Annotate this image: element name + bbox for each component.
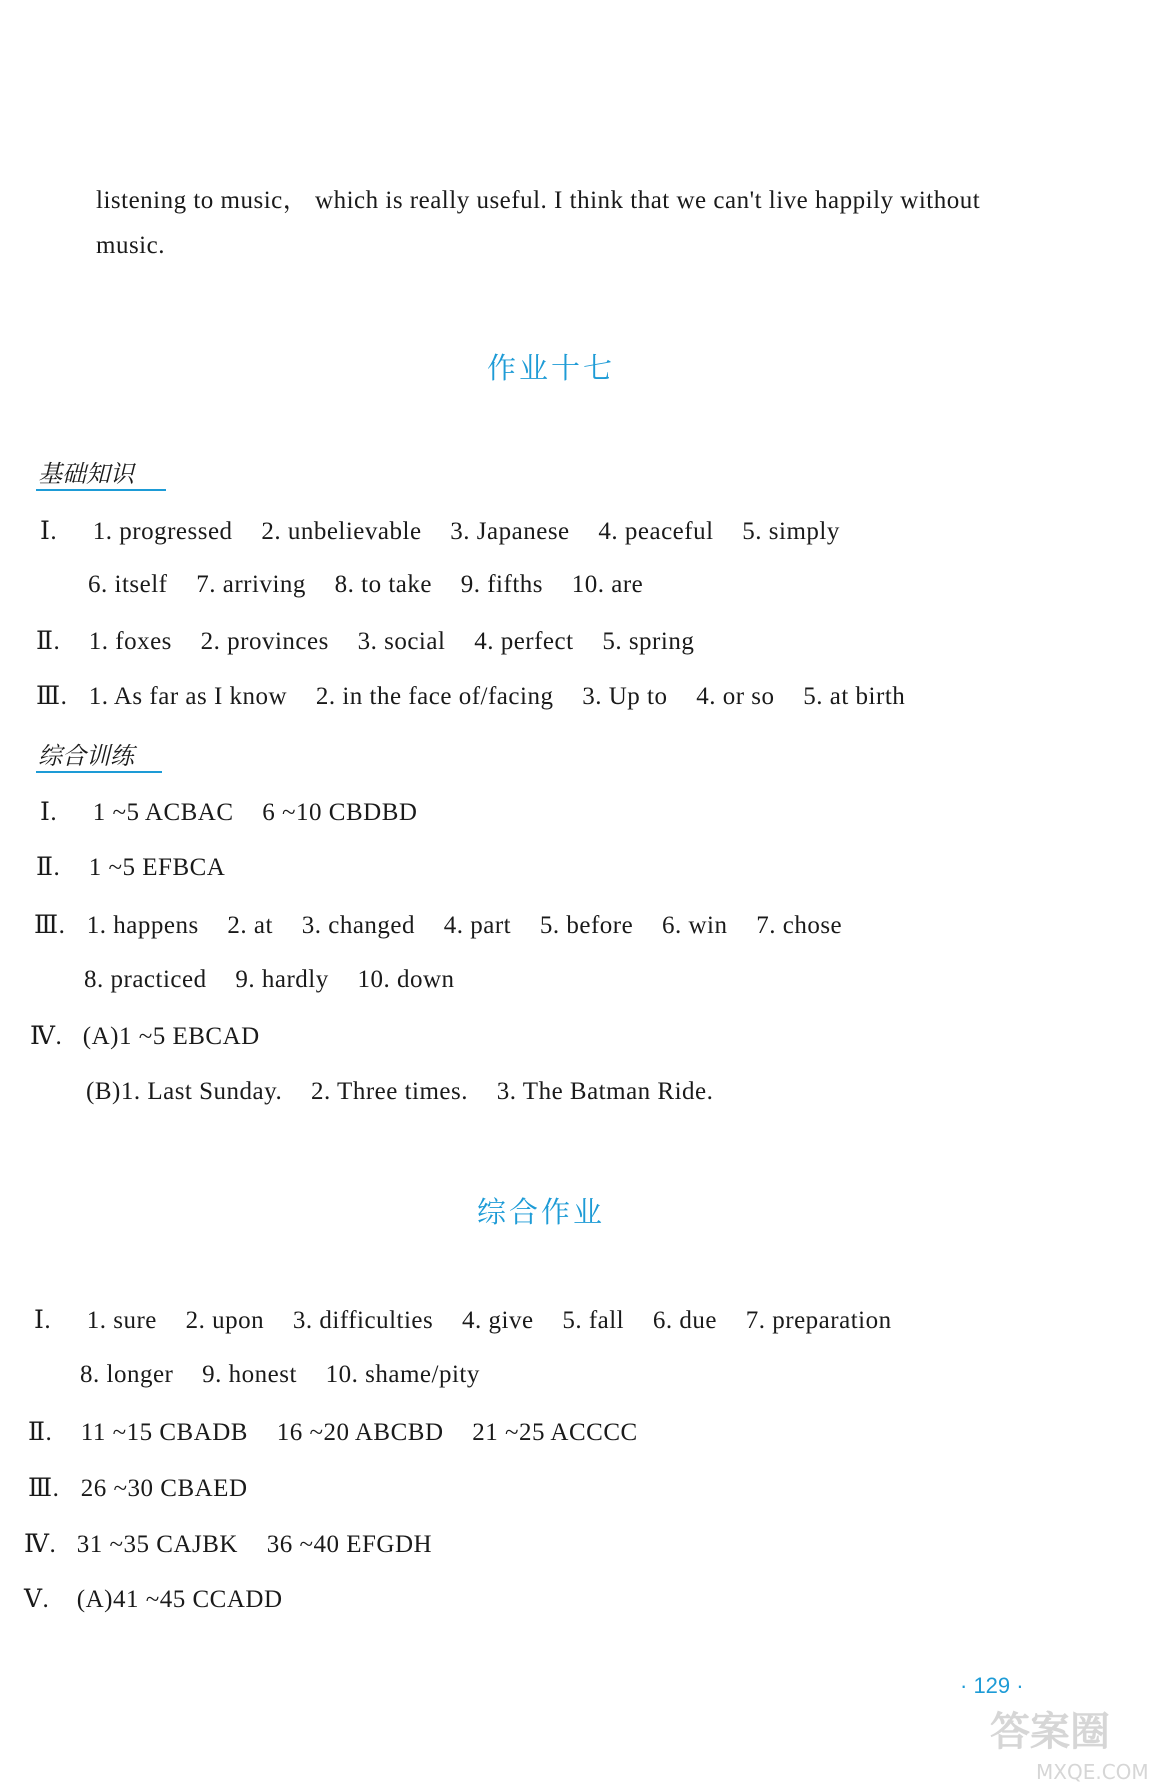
answer-item: 5. fall	[562, 1307, 625, 1334]
answer-item: 9. hardly	[235, 966, 329, 993]
answer-item: 6. itself	[88, 571, 168, 598]
general-row-4	[24, 1529, 432, 1559]
answer-item: 5. simply	[742, 518, 840, 545]
roman-numeral: Ⅱ.	[36, 628, 61, 655]
answer-item: 4. part	[443, 912, 512, 939]
answer-item: 6. due	[652, 1307, 717, 1334]
basic-row-1	[40, 516, 840, 546]
general-row-5	[24, 1584, 283, 1614]
subheading-basic: 基础知识	[38, 460, 134, 488]
subheading-underline	[36, 489, 166, 491]
answer-item: 2. upon	[185, 1307, 265, 1334]
answer-item: 8. to take	[334, 571, 432, 598]
answer-item: 7. chose	[756, 912, 843, 939]
answer-item: 1. As far as I know	[88, 683, 288, 710]
answer-item: 1 ~5 ACBAC	[92, 799, 234, 826]
roman-numeral: Ⅲ.	[34, 912, 66, 939]
answer-item: 1 ~5 EFBCA	[88, 854, 226, 881]
roman-numeral: Ⅰ.	[40, 799, 58, 826]
roman-numeral: Ⅳ.	[30, 1023, 63, 1050]
answer-item: 3. changed	[301, 912, 416, 939]
section-title-hw17: 作业十七	[487, 351, 616, 385]
answer-item: 2. unbelievable	[261, 518, 422, 545]
subheading-comprehensive: 综合训练	[38, 742, 134, 770]
answer-item: 1. progressed	[92, 518, 233, 545]
watermark-logo: 答案圈	[990, 1709, 1110, 1755]
roman-numeral: Ⅱ.	[36, 854, 61, 881]
roman-numeral: Ⅴ.	[24, 1586, 50, 1613]
section-title-general: 综合作业	[477, 1195, 606, 1229]
answer-item: 2. Three times.	[311, 1078, 468, 1105]
answer-item: 1. happens	[86, 912, 199, 939]
answer-item: (A)41 ~45 CCADD	[76, 1586, 283, 1613]
general-row-1	[34, 1305, 892, 1335]
answer-item: 4. or so	[696, 683, 775, 710]
comp-row-4	[30, 1021, 260, 1051]
answer-item: 5. spring	[602, 628, 695, 655]
answer-item: 8. practiced	[84, 966, 207, 993]
answer-item: 1. foxes	[88, 628, 172, 655]
basic-row-1b	[88, 571, 643, 599]
general-row-2	[28, 1417, 638, 1447]
answer-item: 10. are	[571, 571, 644, 598]
answer-item: 4. perfect	[474, 628, 574, 655]
answer-item: 6. win	[661, 912, 728, 939]
intro-line-2: music.	[96, 232, 165, 259]
roman-numeral: Ⅳ.	[24, 1531, 57, 1558]
answer-item: 3. Up to	[582, 683, 668, 710]
answer-item: 3. social	[357, 628, 446, 655]
answer-item: 3. difficulties	[292, 1307, 434, 1334]
answer-item: 4. peaceful	[598, 518, 714, 545]
answer-item: 21 ~25 ACCCC	[472, 1419, 638, 1446]
comp-row-1	[40, 797, 417, 827]
comp-row-3b	[84, 966, 455, 994]
answer-item: 9. honest	[202, 1361, 297, 1388]
answer-item: 10. down	[357, 966, 455, 993]
answer-item: 4. give	[462, 1307, 534, 1334]
basic-row-3	[36, 681, 905, 711]
answer-item: 1. sure	[86, 1307, 157, 1334]
answer-item: 3. Japanese	[450, 518, 570, 545]
answer-item: 31 ~35 CAJBK	[76, 1531, 238, 1558]
roman-numeral: Ⅰ.	[40, 518, 58, 545]
answer-item: 16 ~20 ABCBD	[276, 1419, 444, 1446]
general-row-3	[28, 1473, 248, 1503]
general-row-1b	[80, 1361, 480, 1389]
answer-item: 6 ~10 CBDBD	[262, 799, 418, 826]
answer-item: 36 ~40 EFGDH	[266, 1531, 433, 1558]
answer-item: 2. in the face of/facing	[315, 683, 554, 710]
watermark-site: MXQE.COM	[1036, 1760, 1149, 1784]
answer-item: 11 ~15 CBADB	[80, 1419, 248, 1446]
intro-line-1: listening to music， which is really useful. I think that we can't live happily without	[96, 187, 981, 214]
answer-item: 2. at	[227, 912, 273, 939]
answer-item: 9. fifths	[460, 571, 544, 598]
answer-item: (B)1. Last Sunday.	[86, 1078, 283, 1105]
answer-item: 2. provinces	[200, 628, 329, 655]
answer-item: 7. arriving	[196, 571, 306, 598]
roman-numeral: Ⅰ.	[34, 1307, 52, 1334]
answer-item: 3. The Batman Ride.	[496, 1078, 714, 1105]
roman-numeral: Ⅲ.	[28, 1475, 60, 1502]
answer-item: 7. preparation	[745, 1307, 892, 1334]
answer-item: 26 ~30 CBAED	[80, 1475, 248, 1502]
page-number: · 129 ·	[960, 1673, 1024, 1698]
roman-numeral: Ⅲ.	[36, 683, 68, 710]
comp-row-2	[36, 852, 225, 882]
answer-item: 5. before	[539, 912, 634, 939]
answer-item: (A)1 ~5 EBCAD	[82, 1023, 260, 1050]
answer-item: 5. at birth	[803, 683, 906, 710]
roman-numeral: Ⅱ.	[28, 1419, 53, 1446]
answer-item: 10. shame/pity	[325, 1361, 480, 1388]
comp-row-4b	[86, 1078, 713, 1106]
answer-item: 8. longer	[80, 1361, 174, 1388]
subheading-underline	[36, 771, 162, 773]
comp-row-3	[34, 910, 842, 940]
basic-row-2	[36, 626, 694, 656]
